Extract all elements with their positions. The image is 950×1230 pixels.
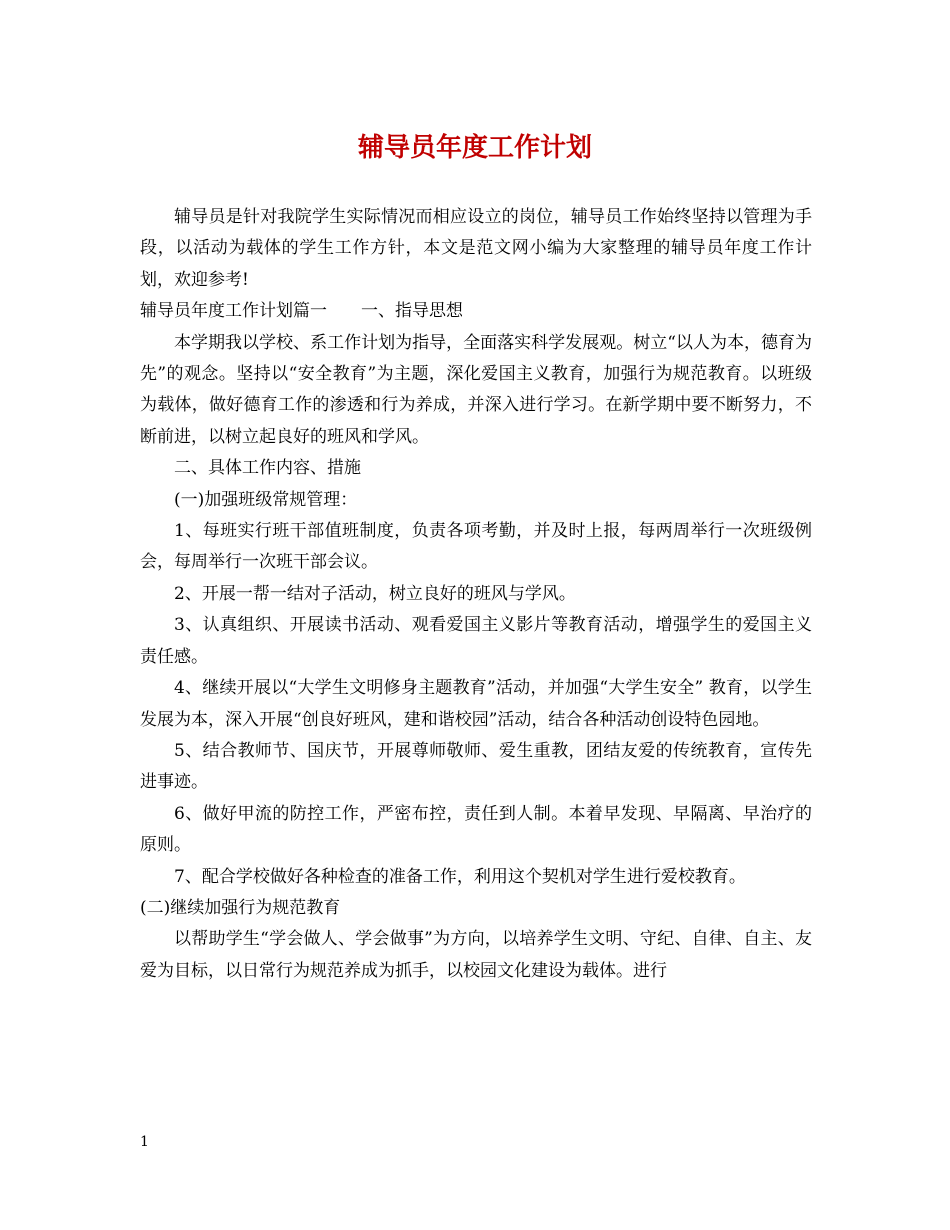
document-body: [140, 202, 812, 987]
list-item-1: 1、每班实行班干部值班制度，负责各项考勤，并及时上报，每两周举行一次班级例会，每周举行一次班干部会议。: [140, 521, 812, 573]
paragraph-intro: 辅导员是针对我院学生实际情况而相应设立的岗位，辅导员工作始终坚持以管理为手段，以活动为载体的学生工作方针，本文是范文网小编为大家整理的辅导员年度工作计划，欢迎参考!: [140, 207, 812, 290]
paragraph-guiding-thought: 本学期我以学校、系工作计划为指导，全面落实科学发展观。树立“以人为本，德育为先”的观念。坚持以“安全教育”为主题，深化爱国主义教育，加强行为规范教育。以班级为载体，做好德育工作的渗透和行为养成，并深入进行学习。在新学期中要不断努力，不断前进，以树立起良好的班风和学风。: [140, 332, 812, 447]
list-item-4: 4、继续开展以“大学生文明修身主题教育”活动，并加强“大学生安全” 教育，以学生发展为本，深入开展“创良好班风，建和谐校园”活动，结合各种活动创设特色园地。: [140, 678, 812, 730]
section-heading-work-content: 二、具体工作内容、措施: [174, 458, 361, 479]
list-item-5: 5、结合教师节、国庆节，开展尊师敬师、爱生重教，团结友爱的传统教育，宣传先进事迹。: [140, 740, 812, 793]
page-number: 1: [140, 1134, 149, 1150]
list-item-6: 6、做好甲流的防控工作，严密布控，责任到人制。本着早发现、早隔离、早治疗的原则。: [140, 803, 812, 856]
paragraph-behavior-education: 以帮助学生“学会做人、学会做事”为方向，以培养学生文明、守纪、自律、自主、友爱为目标，以日常行为规范养成为抓手，以校园文化建设为载体。进行: [140, 929, 812, 981]
document-title: 辅导员年度工作计划: [357, 133, 592, 163]
section-heading-guiding-thought: 辅导员年度工作计划篇一 一、指导思想: [140, 301, 463, 322]
subheading-class-management: (一)加强班级常规管理：: [174, 489, 358, 510]
list-item-7: 7、配合学校做好各种检查的准备工作，利用这个契机对学生进行爱校教育。: [174, 866, 746, 887]
list-item-2: 2、开展一帮一结对子活动，树立良好的班风与学风。: [174, 583, 576, 604]
subheading-behavior-education: (二)继续加强行为规范教育: [140, 897, 341, 918]
list-item-3: 3、认真组织、开展读书活动、观看爱国主义影片等教育活动，增强学生的爱国主义责任感。: [140, 615, 812, 667]
